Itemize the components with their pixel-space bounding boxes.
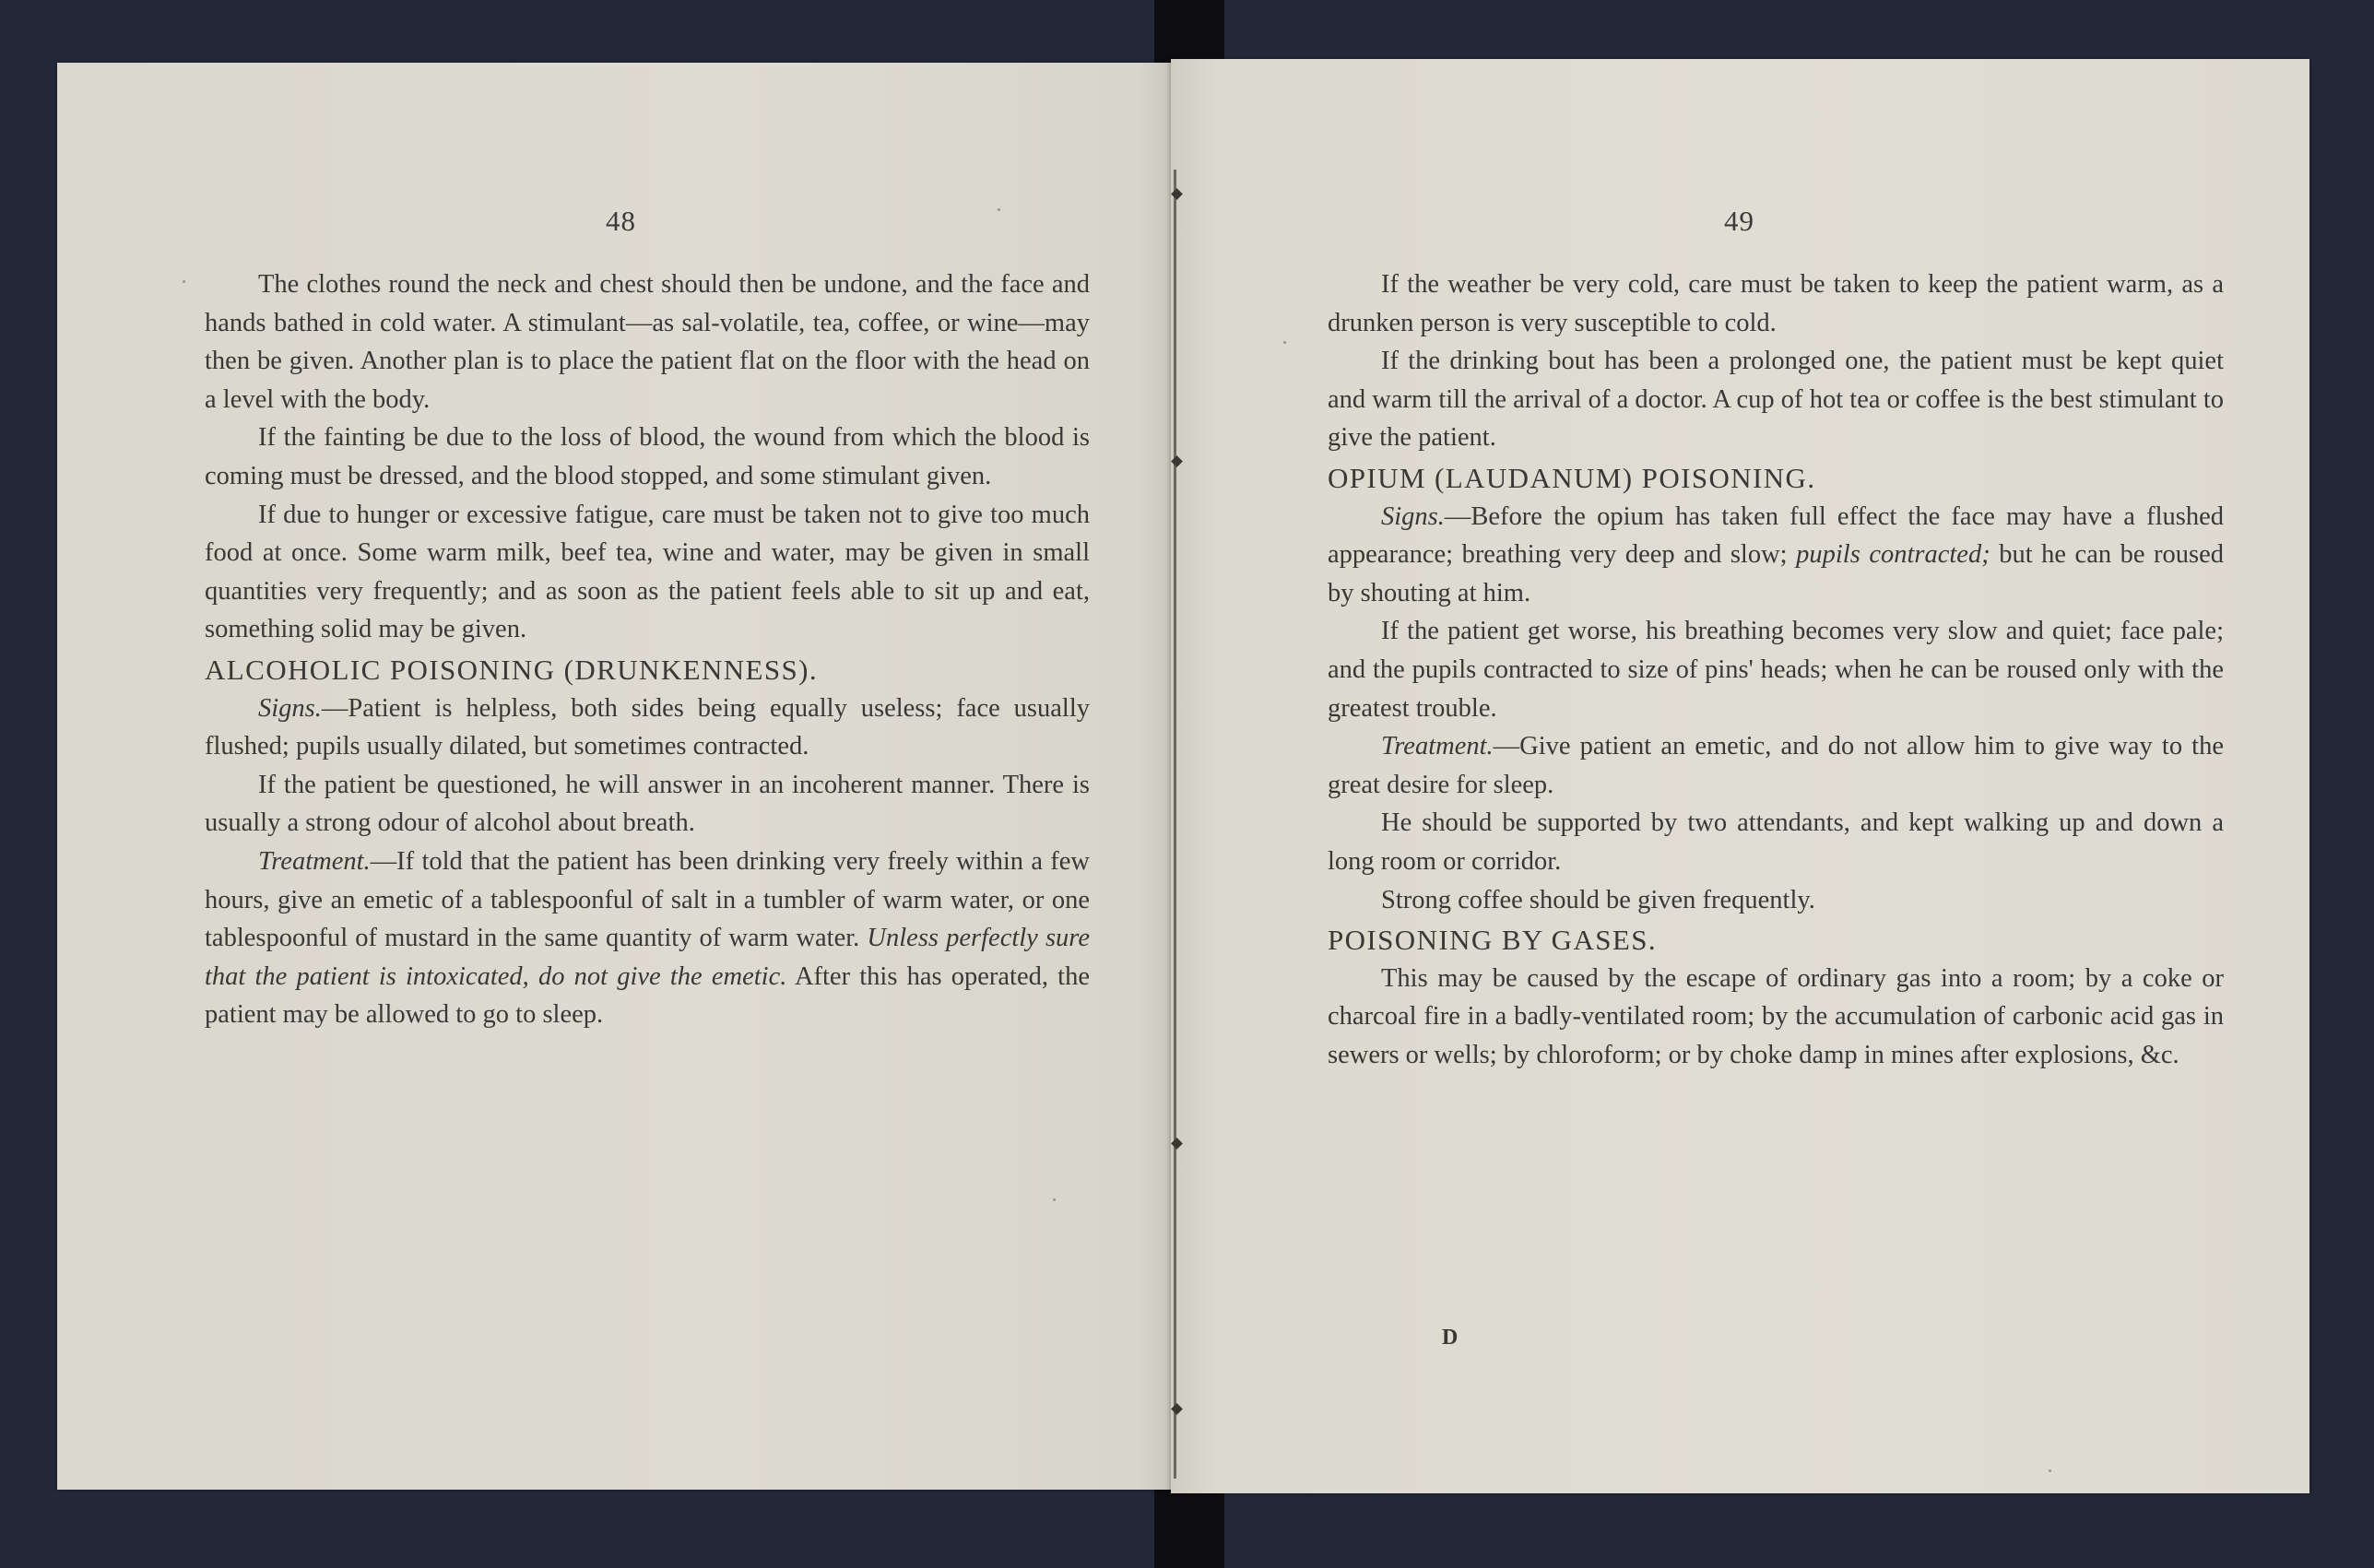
italic-text: Signs. xyxy=(1381,501,1445,531)
page-number: 48 xyxy=(606,205,636,237)
italic-text: Unless perfectly sure that the patient is intoxicated, do not give the emetic. xyxy=(205,924,1090,991)
paper-speck xyxy=(1053,1198,1056,1201)
text-run: If due to hunger or excessive fatigue, care must be taken not to give too much food at once. Some warm milk, beef tea, wine and water, may be given in small quantities very frequently; and as soon as the patient feels able to sit up and eat, something solid may be given. xyxy=(205,500,1090,644)
paragraph xyxy=(1328,881,2224,920)
page-body-text xyxy=(205,265,1090,1034)
text-run: —Give patient an emetic, and do not allow him to give way to the great desire for sleep. xyxy=(1328,732,2224,799)
text-run: If the patient get worse, his breathing becomes very slow and quiet; face pale; and the pupils contracted to size of pins' heads; when he can be roused only with the greatest trouble. xyxy=(1328,617,2224,723)
text-run: but he can be roused by shouting at him. xyxy=(1328,540,2225,607)
paragraph xyxy=(1328,612,2224,727)
text-run: If the fainting be due to the loss of blood, the wound from which the blood is coming must be dressed, and the blood stopped, and some stimulant given. xyxy=(205,423,1090,490)
text-run: The clothes round the neck and chest should then be undone, and the face and hands bathed in cold water. A stimulant—as sal-volatile, tea, coffee, or wine—may then be given. Another plan is to place the patient flat on the floor with the head on a level with the body. xyxy=(205,270,1090,414)
text-run: —If told that the patient has been drinking very freely within a few hours, give an emetic of a tablespoonful of salt in a tumbler of warm water, or one tablespoonful of mustard in the same quantity of warm water. xyxy=(205,846,1090,953)
paragraph xyxy=(1328,727,2224,804)
paragraph xyxy=(205,496,1090,649)
text-run: If the drinking bout has been a prolonged one, the patient must be kept quiet and warm till the arrival of a doctor. A cup of hot tea or coffee is the best stimulant to give the patient. xyxy=(1328,347,2224,453)
italic-text: Signs. xyxy=(258,693,322,723)
page-number: 49 xyxy=(1724,205,1754,237)
text-run: OPIUM (LAUDANUM) POISONING. xyxy=(1328,461,1816,494)
paragraph xyxy=(205,690,1090,766)
text-run: After this has operated, the patient may be allowed to go to sleep. xyxy=(205,961,1090,1030)
paper-speck xyxy=(2049,1469,2051,1472)
italic-text: Treatment. xyxy=(1381,732,1494,761)
text-run: POISONING BY GASES. xyxy=(1328,924,1658,957)
italic-text: Treatment. xyxy=(258,846,371,876)
page-body-text xyxy=(1328,265,2224,1074)
paragraph xyxy=(205,265,1090,419)
paragraph xyxy=(205,766,1090,843)
section-heading xyxy=(1328,921,2224,960)
paragraph xyxy=(1328,342,2224,457)
section-heading xyxy=(205,651,1090,690)
paragraph xyxy=(205,419,1090,495)
text-run: If the patient be questioned, he will answer in an incoherent manner. There is usually a strong odour of alcohol about breath. xyxy=(205,770,1090,838)
paragraph xyxy=(1328,960,2224,1075)
text-run: If the weather be very cold, care must be taken to keep the patient warm, as a drunken person is very susceptible to cold. xyxy=(1328,270,2224,337)
text-run: —Patient is helpless, both sides being equally useless; face usually flushed; pupils usually dilated, but sometimes contracted. xyxy=(205,693,1090,761)
paragraph xyxy=(1328,804,2224,880)
text-run: He should be supported by two attendants, and kept walking up and down a long room or corridor. xyxy=(1328,808,2224,876)
paper-speck xyxy=(998,208,1000,211)
italic-text: pupils contracted; xyxy=(1796,540,1990,570)
paragraph xyxy=(1328,265,2224,342)
section-heading xyxy=(1328,459,2224,498)
paragraph xyxy=(205,843,1090,1034)
text-run: This may be caused by the escape of ordinary gas into a room; by a coke or charcoal fire in a badly-ventilated room; by the accumulation of carbonic acid gas in sewers or wells; by chloroform; or by choke damp in mines after explosions, &c. xyxy=(1328,963,2224,1069)
text-run: Strong coffee should be given frequently. xyxy=(1381,885,1815,914)
left-page xyxy=(57,63,1173,1490)
gutter-shadow xyxy=(1174,170,1176,1479)
text-run: —Before the opium has taken full effect the face may have a flushed appearance; breathing very deep and slow; xyxy=(1328,501,2224,570)
paper-speck xyxy=(1283,341,1286,344)
right-page xyxy=(1171,59,2309,1493)
paragraph xyxy=(1328,498,2224,613)
paper-speck xyxy=(183,280,185,283)
signature-mark: D xyxy=(1442,1326,1459,1350)
text-run: ALCOHOLIC POISONING (DRUNKENNESS). xyxy=(205,653,819,686)
